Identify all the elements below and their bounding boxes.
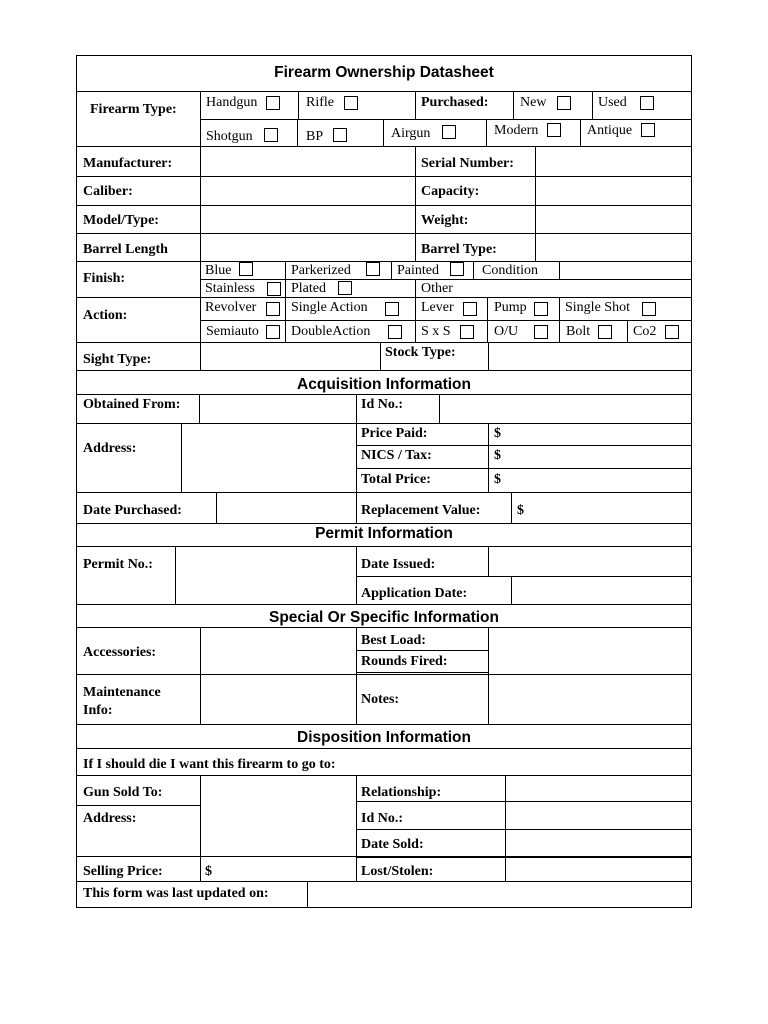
grid-line xyxy=(356,468,692,469)
used-checkbox[interactable] xyxy=(640,96,654,110)
sxs-checkbox[interactable] xyxy=(460,325,474,339)
co2-label: Co2 xyxy=(633,324,657,339)
barrel-type-label: Barrel Type: xyxy=(421,242,497,257)
nics-tax-field[interactable] xyxy=(506,447,690,467)
gun-sold-to-address-field[interactable] xyxy=(202,777,355,855)
grid-line xyxy=(76,91,692,92)
bp-checkbox[interactable] xyxy=(333,128,347,142)
stainless-label: Stainless xyxy=(205,281,255,296)
grid-line xyxy=(76,546,692,547)
date-issued-label: Date Issued: xyxy=(361,557,436,572)
grid-line xyxy=(356,394,357,424)
grid-line xyxy=(285,297,286,343)
grid-line xyxy=(76,146,692,147)
total-price-label: Total Price: xyxy=(361,472,431,487)
firearm-type-label: Firearm Type: xyxy=(90,102,177,117)
semiauto-checkbox[interactable] xyxy=(266,325,280,339)
co2-checkbox[interactable] xyxy=(665,325,679,339)
grid-line xyxy=(76,370,692,371)
semiauto-label: Semiauto xyxy=(206,324,259,339)
grid-line xyxy=(356,650,489,651)
grid-line xyxy=(297,119,298,147)
bolt-label: Bolt xyxy=(566,324,591,339)
purchased-label: Purchased: xyxy=(421,95,489,110)
relationship-label: Relationship: xyxy=(361,785,442,800)
grid-line xyxy=(356,492,357,524)
double-action-checkbox[interactable] xyxy=(388,325,402,339)
grid-line xyxy=(181,423,182,493)
double-action-label: DoubleAction xyxy=(291,324,371,339)
lost-stolen-label: Lost/Stolen: xyxy=(361,864,434,879)
barrel-length-label: Barrel Length xyxy=(83,242,168,257)
stock-type-field[interactable] xyxy=(490,344,690,369)
grid-line xyxy=(76,604,692,605)
permit-no-field[interactable] xyxy=(177,548,355,603)
condition-field[interactable] xyxy=(561,263,690,278)
antique-checkbox[interactable] xyxy=(641,123,655,137)
shotgun-label: Shotgun xyxy=(206,129,253,144)
grid-line xyxy=(415,146,416,262)
handgun-checkbox[interactable] xyxy=(266,96,280,110)
grid-line xyxy=(76,492,692,493)
grid-line xyxy=(76,55,77,908)
stock-type-label: Stock Type: xyxy=(385,345,456,360)
grid-line xyxy=(76,523,692,524)
manufacturer-field[interactable] xyxy=(202,148,414,175)
new-checkbox[interactable] xyxy=(557,96,571,110)
disposition-heading: Disposition Information xyxy=(297,729,471,746)
pump-label: Pump xyxy=(494,300,527,315)
nics-tax-label: NICS / Tax: xyxy=(361,448,432,463)
action-label: Action: xyxy=(83,308,128,323)
replacement-value-label: Replacement Value: xyxy=(361,503,481,518)
disposition-id-no-label: Id No.: xyxy=(361,811,404,826)
grid-line xyxy=(559,261,560,280)
caliber-label: Caliber: xyxy=(83,184,133,199)
application-date-label: Application Date: xyxy=(361,586,468,601)
grid-line xyxy=(76,261,692,262)
acquisition-id-no-field[interactable] xyxy=(441,396,690,422)
grid-line xyxy=(356,829,692,830)
grid-line xyxy=(200,320,692,321)
barrel-length-field[interactable] xyxy=(202,235,414,260)
grid-line xyxy=(488,546,489,577)
permit-no-label: Permit No.: xyxy=(83,557,153,572)
selling-price-label: Selling Price: xyxy=(83,864,163,879)
ou-label: O/U xyxy=(494,324,519,339)
grid-line xyxy=(216,492,217,524)
acquisition-id-no-label: Id No.: xyxy=(361,397,404,412)
shotgun-checkbox[interactable] xyxy=(264,128,278,142)
grid-line xyxy=(627,320,628,343)
grid-line xyxy=(415,279,416,298)
airgun-label: Airgun xyxy=(391,126,431,141)
grid-line xyxy=(76,233,692,234)
grid-line xyxy=(76,881,692,882)
sight-type-field[interactable] xyxy=(202,344,379,369)
painted-checkbox[interactable] xyxy=(450,262,464,276)
capacity-label: Capacity: xyxy=(421,184,480,199)
grid-line xyxy=(511,492,512,524)
grid-line xyxy=(415,91,416,120)
application-date-field[interactable] xyxy=(513,578,690,603)
single-action-label: Single Action xyxy=(291,300,368,315)
grid-line xyxy=(535,146,536,262)
blue-checkbox[interactable] xyxy=(239,262,253,276)
barrel-type-field[interactable] xyxy=(537,235,690,260)
grid-line xyxy=(285,261,286,298)
last-updated-label: This form was last updated on: xyxy=(83,886,269,901)
maintenance-label-line-1: Maintenance xyxy=(83,685,161,700)
antique-label: Antique xyxy=(587,123,633,138)
used-label: Used xyxy=(598,95,627,110)
permit-heading: Permit Information xyxy=(315,525,453,542)
model-type-label: Model/Type: xyxy=(83,213,159,228)
grid-line xyxy=(488,342,489,371)
grid-line xyxy=(415,297,416,343)
price-paid-label: Price Paid: xyxy=(361,426,428,441)
accessories-label: Accessories: xyxy=(83,645,157,660)
disposition-address-label: Address: xyxy=(83,811,137,826)
notes-field[interactable] xyxy=(490,676,690,723)
bolt-checkbox[interactable] xyxy=(598,325,612,339)
grid-line xyxy=(488,423,489,493)
weight-label: Weight: xyxy=(421,213,469,228)
grid-line xyxy=(76,423,692,424)
grid-line xyxy=(486,119,487,147)
model-type-field[interactable] xyxy=(202,207,414,232)
grid-line xyxy=(439,394,440,424)
gun-sold-to-label: Gun Sold To: xyxy=(83,785,163,800)
plated-label: Plated xyxy=(291,281,326,296)
acquisition-address-field[interactable] xyxy=(183,425,355,491)
grid-line xyxy=(76,907,692,908)
grid-line xyxy=(592,91,593,120)
manufacturer-label: Manufacturer: xyxy=(83,156,173,171)
grid-line xyxy=(76,205,692,206)
rifle-checkbox[interactable] xyxy=(344,96,358,110)
modern-label: Modern xyxy=(494,123,539,138)
grid-line xyxy=(356,857,692,858)
finish-label: Finish: xyxy=(83,271,126,286)
other-label: Other xyxy=(421,281,453,296)
disposition-id-no-field[interactable] xyxy=(507,803,690,828)
grid-line xyxy=(200,91,201,147)
maintenance-label-line-2: Info: xyxy=(83,703,113,718)
grid-line xyxy=(356,445,692,446)
single-shot-checkbox[interactable] xyxy=(642,302,656,316)
grid-line xyxy=(76,748,692,749)
grid-line xyxy=(513,91,514,120)
grid-line xyxy=(200,627,201,725)
grid-line xyxy=(76,674,692,675)
plated-checkbox[interactable] xyxy=(338,281,352,295)
single-shot-label: Single Shot xyxy=(565,300,630,315)
grid-line xyxy=(356,423,357,493)
sight-type-label: Sight Type: xyxy=(83,352,152,367)
weight-field[interactable] xyxy=(537,207,690,232)
price-paid-dollar: $ xyxy=(494,426,501,441)
parkerized-checkbox[interactable] xyxy=(366,262,380,276)
total-price-dollar: $ xyxy=(494,472,501,487)
grid-line xyxy=(200,342,201,371)
airgun-checkbox[interactable] xyxy=(442,125,456,139)
bp-label: BP xyxy=(306,129,324,144)
grid-line xyxy=(199,394,200,424)
grid-line xyxy=(559,297,560,343)
caliber-field[interactable] xyxy=(202,178,414,204)
grid-line xyxy=(76,55,692,56)
selling-price-dollar: $ xyxy=(205,864,212,879)
grid-line xyxy=(76,297,692,298)
selling-price-field[interactable] xyxy=(217,858,355,880)
grid-line xyxy=(76,724,692,725)
obtained-from-label: Obtained From: xyxy=(83,397,181,412)
serial-number-label: Serial Number: xyxy=(421,156,514,171)
revolver-checkbox[interactable] xyxy=(266,302,280,316)
special-heading: Special Or Specific Information xyxy=(269,609,499,626)
nics-tax-dollar: $ xyxy=(494,448,501,463)
best-load-label: Best Load: xyxy=(361,633,426,648)
painted-label: Painted xyxy=(397,263,439,278)
grid-line xyxy=(200,775,201,882)
date-sold-field[interactable] xyxy=(507,831,690,856)
best-load-rounds-field[interactable] xyxy=(490,629,690,673)
capacity-field[interactable] xyxy=(537,178,690,204)
date-purchased-label: Date Purchased: xyxy=(83,503,182,518)
grid-line xyxy=(76,342,692,343)
notes-label: Notes: xyxy=(361,692,400,707)
ou-checkbox[interactable] xyxy=(534,325,548,339)
obtained-from-field[interactable] xyxy=(201,396,355,422)
grid-line xyxy=(691,55,692,908)
grid-line xyxy=(511,576,512,605)
replacement-value-dollar: $ xyxy=(517,503,524,518)
grid-line xyxy=(298,91,299,120)
lever-checkbox[interactable] xyxy=(463,302,477,316)
parkerized-label: Parkerized xyxy=(291,263,351,278)
grid-line xyxy=(580,119,581,147)
grid-line xyxy=(380,342,381,371)
grid-line xyxy=(307,881,308,908)
price-paid-field[interactable] xyxy=(506,425,690,444)
revolver-label: Revolver xyxy=(205,300,257,315)
sxs-label: S x S xyxy=(421,324,451,339)
grid-line xyxy=(200,261,201,343)
grid-line xyxy=(200,119,692,120)
grid-line xyxy=(391,261,392,280)
grid-line xyxy=(76,176,692,177)
total-price-field[interactable] xyxy=(506,470,690,491)
grid-line xyxy=(76,394,692,395)
grid-line xyxy=(76,627,692,628)
grid-line xyxy=(487,297,488,343)
pump-checkbox[interactable] xyxy=(534,302,548,316)
date-issued-field[interactable] xyxy=(490,548,690,575)
serial-number-field[interactable] xyxy=(537,148,690,175)
blue-label: Blue xyxy=(205,263,232,278)
handgun-label: Handgun xyxy=(206,95,258,110)
grid-line xyxy=(76,775,692,776)
date-purchased-field[interactable] xyxy=(218,494,355,522)
grid-line xyxy=(175,546,176,605)
grid-line xyxy=(383,119,384,147)
date-sold-label: Date Sold: xyxy=(361,837,424,852)
grid-line xyxy=(76,805,201,806)
form-title: Firearm Ownership Datasheet xyxy=(274,64,494,81)
modern-checkbox[interactable] xyxy=(547,123,561,137)
condition-label: Condition xyxy=(482,263,539,278)
replacement-value-field[interactable] xyxy=(529,494,690,522)
new-label: New xyxy=(520,95,547,110)
single-action-checkbox[interactable] xyxy=(385,302,399,316)
acquisition-heading: Acquisition Information xyxy=(297,376,471,393)
maintenance-field[interactable] xyxy=(202,676,355,723)
grid-line xyxy=(356,627,357,725)
grid-line xyxy=(488,627,489,725)
acquisition-address-label: Address: xyxy=(83,441,137,456)
grid-line xyxy=(356,576,692,577)
grid-line xyxy=(473,261,474,280)
rounds-fired-label: Rounds Fired: xyxy=(361,654,448,669)
grid-line xyxy=(200,146,201,262)
last-updated-field[interactable] xyxy=(309,883,690,906)
grid-line xyxy=(356,801,692,802)
stainless-checkbox[interactable] xyxy=(267,282,281,296)
relationship-field[interactable] xyxy=(507,777,690,800)
lever-label: Lever xyxy=(421,300,454,315)
grid-line xyxy=(356,546,357,605)
grid-line xyxy=(356,775,357,882)
grid-line xyxy=(505,775,506,882)
accessories-field[interactable] xyxy=(202,629,355,673)
grid-line xyxy=(356,672,489,673)
if-die-label: If I should die I want this firearm to go to: xyxy=(83,757,336,772)
rifle-label: Rifle xyxy=(306,95,334,110)
lost-stolen-field[interactable] xyxy=(507,859,690,880)
